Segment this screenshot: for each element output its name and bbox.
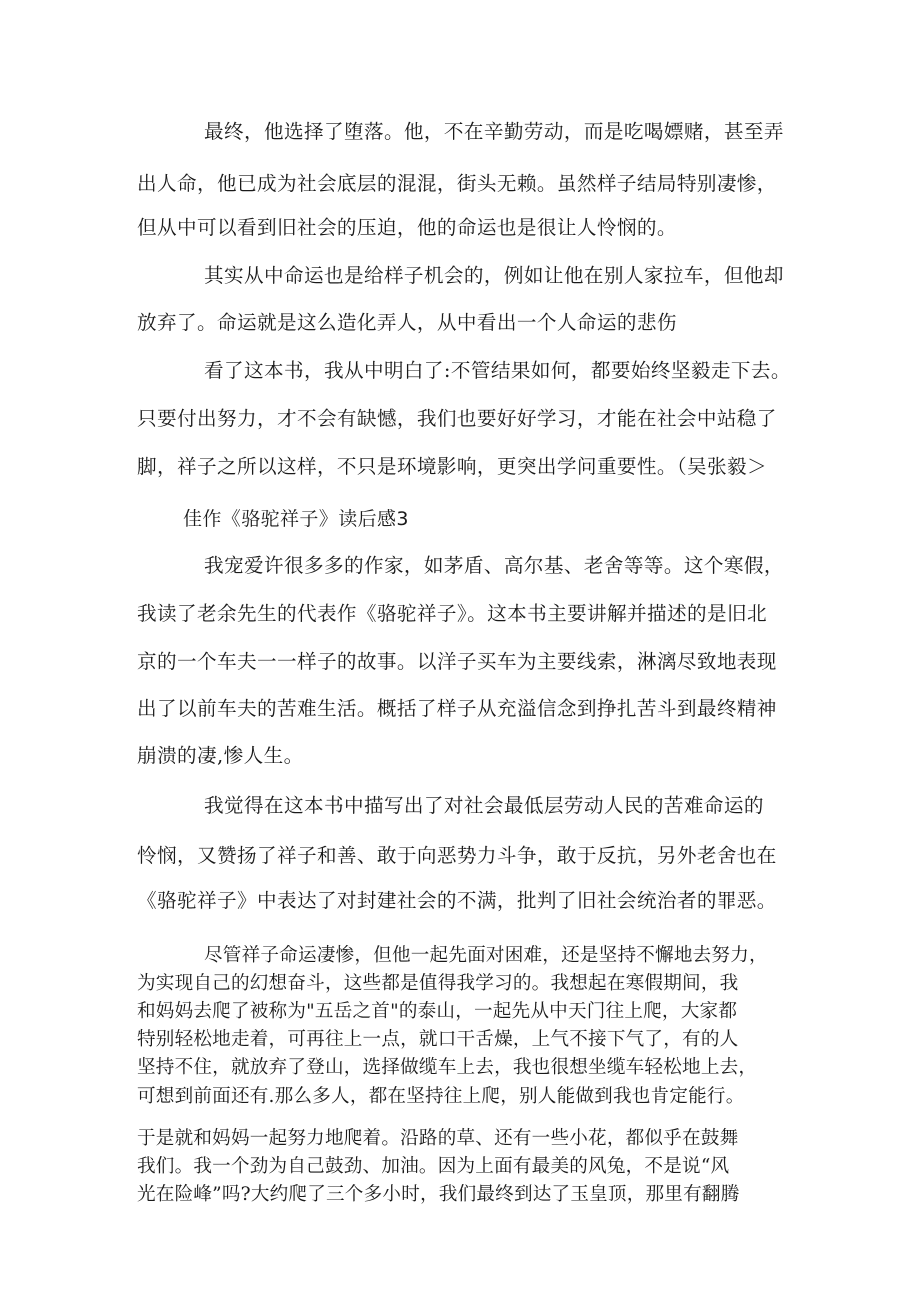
text-line: 其实从中命运也是给样子机会的，例如让他在别人家拉车，但他却 [204,264,784,287]
text-line: 怜悯，又赞扬了祥子和善、敢于向恶势力斗争，敢于反抗，另外老舍也在 [137,844,777,867]
text-line: 只要付出努力，才不会有缺憾，我们也要好好学习，才能在社会中站稳了 [137,407,777,430]
text-line: 出人命，他已成为社会底层的混混，街头无赖。虽然样子结局特别凄惨， [137,172,777,195]
text-line: 看了这本书，我从中明白了:不管结果如何，都要始终坚毅走下去。 [204,359,791,382]
text-line: 和妈妈去爬了被称为"五岳之首"的泰山，一起先从中天门往上爬，大家都 [137,1001,738,1022]
text-line: 我宠爱许很多多的作家，如茅盾、高尔基、老舍等等。这个寒假， [204,554,784,577]
text-line: 京的一个车夫一一样子的故事。以洋子买车为主要线索，淋漓尽致地表现 [137,650,777,673]
text-line: 崩溃的凄,惨人生。 [137,744,304,767]
text-line: 《骆驼祥子》中表达了对封建社会的不满，批判了旧社会统治者的罪恶。 [137,889,777,912]
text-line: 放弃了。命运就是这么造化弄人，从中看出一个人命运的悲伤 [137,311,677,334]
text-line: 最终，他选择了堕落。他，不在辛勤劳动，而是吃喝嫖赌，甚至弄 [204,120,784,143]
text-line: 我们。我一个劲为自己鼓劲、加油。因为上面有最美的风兔，不是说“风 [137,1156,730,1177]
text-line: 尽管祥子命运凄惨，但他一起先面对困难，还是坚持不懈地去努力， [204,945,768,966]
text-line: 但从中可以看到旧社会的压迫，他的命运也是很让人怜悯的。 [137,216,677,239]
text-line: 我觉得在这本书中描写出了对社会最低层劳动人民的苦难命运的 [204,794,764,817]
text-line: 为实现自己的幻想奋斗，这些都是值得我学习的。我想起在寒假期间，我 [137,973,739,994]
text-line: 特别轻松地走着，可再往上一点，就口干舌燥，上气不接下气了，有的人 [137,1029,739,1050]
section-heading: 佳作《骆驼祥子》读后感3 [183,508,409,530]
text-line: 坚持不住，就放弃了登山，选择做缆车上去，我也很想坐缆车轻松地上去， [137,1057,758,1078]
text-line: 光在险峰”吗?大约爬了三个多小时，我们最终到达了玉皇顶，那里有翻腾 [137,1184,740,1205]
text-line: 我读了老余先生的代表作《骆驼祥子》。这本书主要讲解并描述的是旧北 [137,602,767,625]
text-line: 脚，祥子之所以这样，不只是环境影响，更突出学问重要性。（吴张毅＞ [137,455,767,478]
text-line: 于是就和妈妈一起努力地爬着。沿路的草、还有一些小花，都似乎在鼓舞 [137,1128,739,1149]
text-line: 出了以前车夫的苦难生活。概括了样子从充溢信念到挣扎苦斗到最终精神 [137,697,777,720]
text-line: 可想到前面还有.那么多人，都在坚持往上爬，别人能做到我也肯定能行。 [137,1086,745,1107]
